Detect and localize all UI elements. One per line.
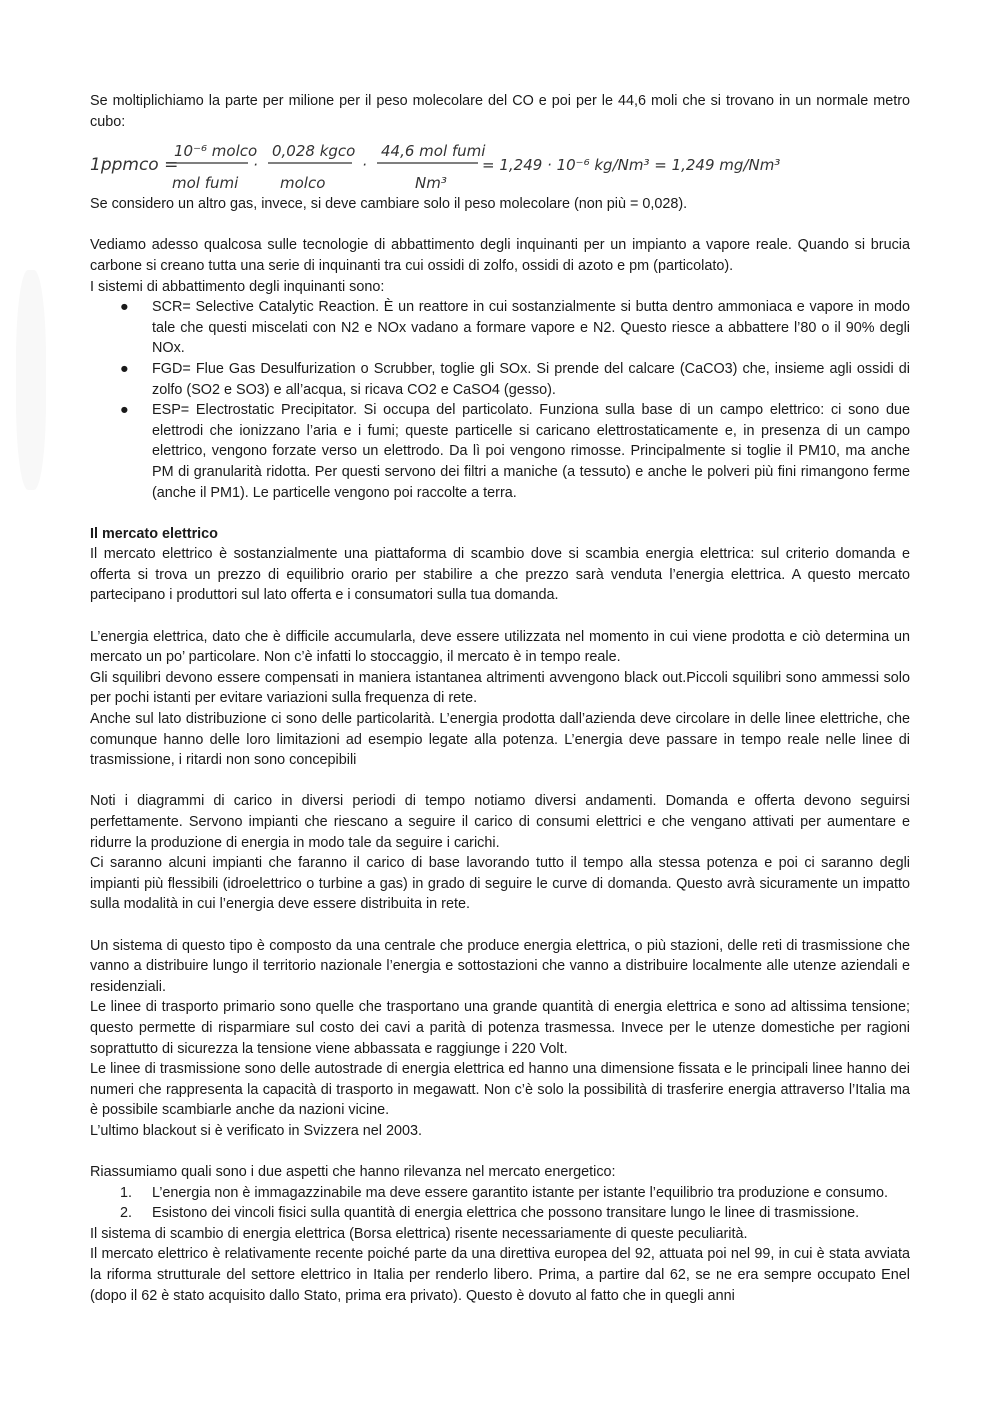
formula-drawing	[90, 132, 910, 194]
abatement-list	[90, 297, 910, 503]
list-item-text: FGD= Flue Gas Desulfurization o Scrubber, toglie gli SOx. Si prende del calcare (CaCO3) che, insieme agli ossidi di zolfo (SO2 e SO3) e all’acqua, si ricava CO2 e CaSO4 (gesso).	[152, 360, 910, 398]
bullet-icon: ●	[120, 360, 129, 377]
list-item	[90, 359, 910, 400]
market-paragraph-11: Riassumiamo quali sono i due aspetti che hanno rilevanza nel mercato energetico:	[90, 1164, 616, 1181]
list-item-text: Esistono dei vincoli fisici sulla quantità di energia elettrica che possono transitare lungo le linee di trasmissione.	[152, 1205, 860, 1222]
market-paragraph-7: Un sistema di questo tipo è composto da una centrale che produce energia elettrica, o più stazioni, delle reti di trasmissione che vanno a distribuire lungo il territorio nazionale l’energia e sottostazioni che vanno a distribuire localmente alle utenze aziendali e residenziali.	[90, 937, 910, 995]
document-page	[90, 91, 910, 1306]
list-item-text: SCR= Selective Catalytic Reaction. È un reattore in cui sostanzialmente si butta dentro ammoniaca e vapore in modo tale che questi miscelati con N2 e NOx vadano a formare vapore e N2. Questo riesce a abbattere l’80 o il 90% degli NOx.	[152, 299, 910, 357]
intro-paragraph-2: Se considero un altro gas, invece, si deve cambiare solo il peso molecolare (non più = 0,028).	[90, 196, 688, 213]
formula-fraction2-numerator: 0,028 kgco	[272, 142, 356, 161]
abatement-paragraph-1: Vediamo adesso qualcosa sulle tecnologie di abbattimento degli inquinanti per un impianto a vapore reale. Quando si brucia carbone si creano tutta una serie di inquinanti tra cui ossidi di zolfo, ossidi di azoto e pm (particolato).	[90, 237, 910, 274]
bullet-icon: ●	[120, 402, 129, 419]
list-item	[90, 1203, 910, 1224]
market-paragraph-1: Il mercato elettrico è sostanzialmente una piattaforma di scambio dove si scambia energia elettrica: sul criterio domanda e offerta si trova un prezzo di equilibrio orario per stabilire a che prezzo sarà venduta l’energia elettrica. A questo mercato partecipano i produttori sul lato offerta e i consumatori sulla tua domanda.	[90, 546, 910, 604]
intro-paragraph-1: Se moltiplichiamo la parte per milione per il peso molecolare del CO e poi per le 44,6 moli che si trovano in un normale metro cubo:	[90, 93, 910, 130]
multiply-dot: ·	[253, 156, 258, 175]
list-item	[90, 400, 910, 503]
market-paragraph-9: Le linee di trasmissione sono delle autostrade di energia elettrica ed hanno una dimensione fissata e le principali linee hanno dei numeri che rappresenta la capacità di trasporto in megawatt. Non c’è solo la possibilità di trasferire energia attraverso l’Italia ma è possibile scambiarle anche da nazioni vicine.	[90, 1061, 910, 1119]
abatement-paragraph-2: I sistemi di abbattimento degli inquinanti sono:	[90, 278, 385, 295]
bullet-icon: ●	[120, 299, 129, 316]
market-paragraph-12: Il sistema di scambio di energia elettrica (Borsa elettrica) risente necessariamente di queste peculiarità.	[90, 1225, 748, 1242]
market-paragraph-2: L’energia elettrica, dato che è difficile accumularla, deve essere utilizzata nel momento in cui viene prodotta e ciò determina un mercato un po’ particolare. Non c’è infatti lo stoccaggio, il mercato è in tempo reale.	[90, 628, 910, 666]
formula-fraction1-denominator: mol fumi	[172, 174, 239, 193]
formula-fraction3-denominator: Nm³	[415, 174, 447, 193]
market-paragraph-3: Gli squilibri devono essere compensati in maniera istantanea altrimenti avvengono black out.Piccoli squilibri sono ammessi solo per pochi istanti per evitare variazioni sulla frequenza di rete.	[90, 669, 910, 707]
scan-smudge	[16, 270, 46, 490]
market-paragraph-5: Noti i diagrammi di carico in diversi periodi di tempo notiamo diversi andamenti. Domanda e offerta devono seguirsi perfettamente. Servono impianti che riescano a seguire il carico di consumi elettrici e che vengano attivati per aumentare e ridurre la produzione di energia in modo tale da seguire i carichi.	[90, 793, 910, 851]
section-heading: Il mercato elettrico	[90, 525, 218, 542]
market-paragraph-10: L’ultimo blackout si è verificato in Svizzera nel 2003.	[90, 1122, 422, 1139]
market-paragraph-13: Il mercato elettrico è relativamente recente poiché parte da una direttiva europea del 92, attuata poi nel 99, in cui è stata avviata la riforma strutturale del settore elettrico in Italia per renderlo libero. Prima, a partire dal 62, se ne era sempre occupato Enel (dopo il 62 è stato acquisito dallo Stato, prima era privato). Questo è dovuto al fatto che in quegli anni	[90, 1246, 910, 1304]
formula-fraction2-denominator: molco	[280, 174, 326, 193]
formula-fraction3-numerator: 44,6 mol fumi	[381, 142, 486, 161]
list-item	[90, 1183, 910, 1204]
list-number: 1.	[120, 1184, 133, 1201]
list-item-text: ESP= Electrostatic Precipitator. Si occupa del particolato. Funziona sulla base di un campo elettrico: ci sono due elettrodi che ionizzano l’aria e i fumi; queste particelle si caricano elettrostaticamente e, in presenza di un campo elettrico, vengono forzate verso un elettrodo. Da lì poi vengono rimosse. Principalmente si toglie il PM10, ma anche PM di granularità ridotta. Per questi servono dei filtri a maniche (a tessuto) e anche le polveri più fini rimangono ferme (anche il PM1). Le particelle vengono poi raccolte a terra.	[152, 402, 910, 501]
multiply-dot: ·	[362, 156, 367, 175]
formula-lhs: 1ppmco =	[90, 155, 179, 176]
market-paragraph-6: Ci saranno alcuni impianti che faranno il carico di base lavorando tutto il tempo alla stessa potenza e poi ci saranno degli impianti più flessibili (idroelettrico o turbine a gas) in grado di seguire le curve di domanda. Questo avrà sicuramente un impatto sulla modalità in cui l’energia deve essere distribuita in rete.	[90, 855, 910, 913]
list-item	[90, 297, 910, 359]
handwritten-formula	[90, 132, 910, 194]
market-paragraph-4: Anche sul lato distribuzione ci sono delle particolarità. L’energia prodotta dall’azienda deve circolare in delle linee elettriche, che comunque hanno delle loro limitazioni ad esempio legate alla potenza. L’energia deve passare in tempo reale nelle linee di trasmissione, i ritardi non sono concepibili	[90, 711, 910, 769]
aspects-list	[90, 1183, 910, 1224]
list-number: 2.	[120, 1205, 133, 1222]
list-item-text: L’energia non è immagazzinabile ma deve essere garantito istante per istante l’equilibrio tra produzione e consumo.	[152, 1184, 888, 1201]
market-paragraph-8: Le linee di trasporto primario sono quelle che trasportano una grande quantità di energia elettrica e sono ad altissima tensione; questo permette di risparmiare sul costo dei cavi a parità di potenza trasmessa. Invece per le utenze domestiche per ragioni soprattutto di sicurezza la tensione viene abbassata e raggiunge i 220 Volt.	[90, 999, 910, 1057]
formula-fraction1-numerator: 10⁻⁶ molco	[174, 142, 258, 161]
formula-rhs: = 1,249 · 10⁻⁶ kg/Nm³ = 1,249 mg/Nm³	[482, 156, 781, 175]
